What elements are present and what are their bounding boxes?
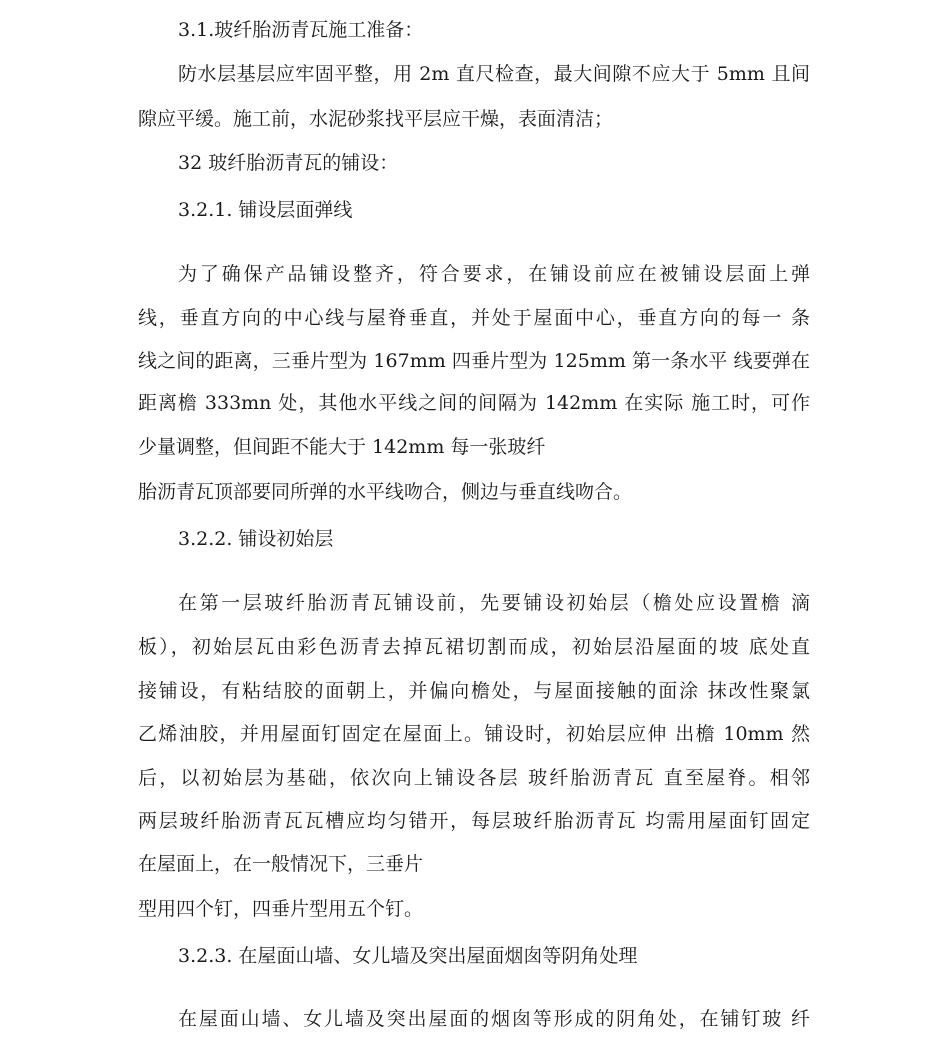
paragraph-line: 两层玻纤胎沥青瓦瓦槽应均匀错开，每层玻纤胎沥青瓦 均需用屋面钉固定	[138, 810, 810, 832]
paragraph-line: 在屋面上，在一般情况下，三垂片	[138, 853, 424, 875]
paragraph-line: 在屋面山墙、女儿墙及突出屋面的烟囱等形成的阴角处，在铺钉玻 纤	[178, 1008, 810, 1030]
paragraph-line: 距离檐 333mn 处，其他水平线之间的间隔为 142mm 在实际 施工时，可作	[138, 392, 810, 414]
section-heading-3-2-2: 3.2.2. 铺设初始层	[178, 528, 334, 550]
paragraph-line: 少量调整，但间距不能大于 142mm 每一张玻纤	[138, 436, 546, 458]
paragraph-line: 胎沥青瓦顶部要同所弹的水平线吻合，侧边与垂直线吻合。	[138, 481, 633, 503]
paragraph-line: 在第一层玻纤胎沥青瓦铺设前，先要铺设初始层（檐处应设置檐 滴	[178, 592, 810, 614]
paragraph-line: 板），初始层瓦由彩色沥青去掉瓦裙切割而成，初始层沿屋面的坡 底处直	[138, 636, 810, 658]
section-heading-3-2-1: 3.2.1. 铺设层面弹线	[178, 199, 353, 221]
section-heading-3-2-3: 3.2.3. 在屋面山墙、女儿墙及突出屋面烟囱等阴角处理	[178, 945, 638, 967]
paragraph-line: 接铺设，有粘结胶的面朝上，并偏向檐处，与屋面接触的面涂 抹改性聚氯	[138, 680, 810, 702]
section-heading-3-1: 3.1.玻纤胎沥青瓦施工准备：	[178, 19, 424, 41]
paragraph-line: 型用四个钉，四垂片型用五个钉。	[138, 898, 424, 920]
paragraph-line: 防水层基层应牢固平整，用 2m 直尺检查，最大间隙不应大于 5mm 且间	[178, 63, 810, 85]
paragraph-line: 后，以初始层为基础，依次向上铺设各层 玻纤胎沥青瓦 直至屋脊。相邻	[138, 767, 810, 789]
paragraph-line: 隙应平缓。施工前，水泥砂浆找平层应干燥，表面清洁；	[138, 108, 614, 130]
section-heading-3-2: 32 玻纤胎沥青瓦的铺设：	[178, 152, 399, 174]
paragraph-line: 线之间的距离，三垂片型为 167mm 四垂片型为 125mm 第一条水平 线要弹在	[138, 350, 810, 372]
paragraph-line: 为了确保产品铺设整齐，符合要求，在铺设前应在被铺设层面上弹	[178, 263, 810, 285]
paragraph-line: 线，垂直方向的中心线与屋脊垂直，并处于屋面中心，垂直方向的每一 条	[138, 307, 810, 329]
paragraph-line: 乙烯油胶，并用屋面钉固定在屋面上。铺设时，初始层应伸 出檐 10mm 然	[138, 723, 810, 745]
